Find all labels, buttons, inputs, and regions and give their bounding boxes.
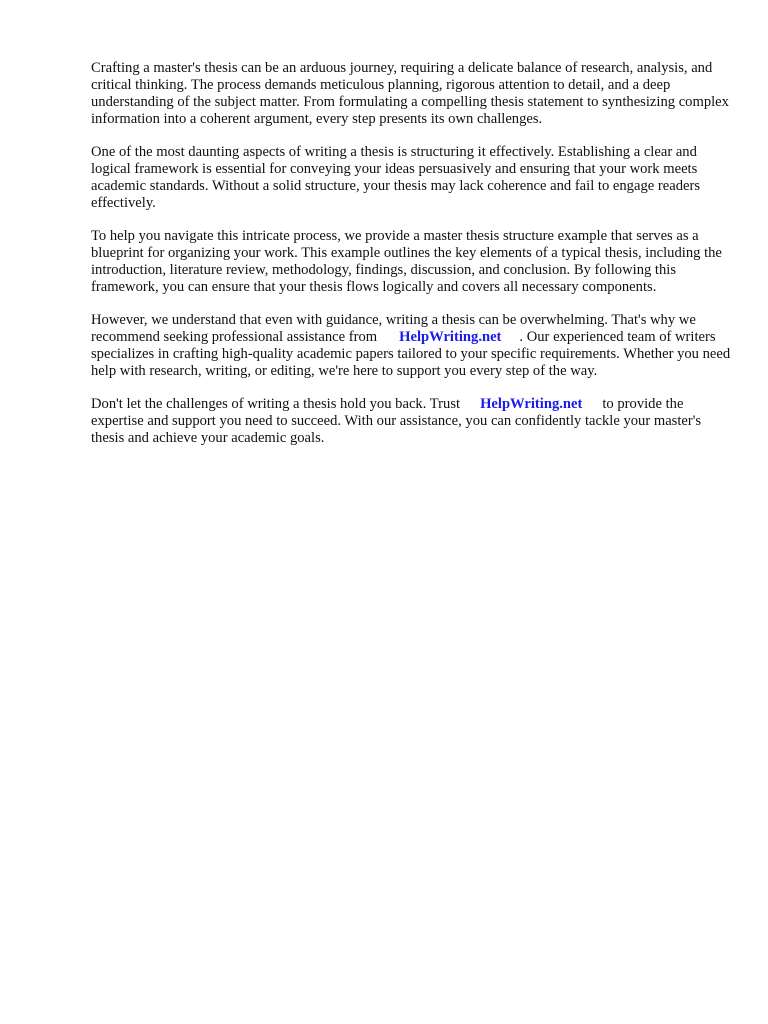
paragraph-closing-text-after: to provide the expertise and support you need to succeed. With our assistance, you can confidently tackle your master's thesis and achieve your academic goals. bbox=[91, 396, 702, 446]
helpwriting-link[interactable]: HelpWriting.net bbox=[399, 329, 502, 345]
paragraph-closing-text-before: Don't let the challenges of writing a thesis hold you back. Trust bbox=[91, 396, 461, 412]
paragraph-assistance-text-before: However, we understand that even with guidance, writing a thesis can be overwhelming. That's why we recommend seeking professional assistance from bbox=[91, 312, 696, 345]
paragraph-assistance bbox=[91, 312, 731, 380]
paragraph-assistance-text-after: . Our experienced team of writers specializes in crafting high-quality academic papers tailored to your specific requirements. Whether you need help with research, writing, or editing, we're here to support you every step of the way. bbox=[91, 329, 731, 379]
paragraph-intro: Crafting a master's thesis can be an arduous journey, requiring a delicate balance of research, analysis, and critical thinking. The process demands meticulous planning, rigorous attention to detail, and a deep understanding of the subject matter. From formulating a compelling thesis statement to synthesizing complex information into a coherent argument, every step presents its own challenges. bbox=[91, 60, 729, 127]
paragraph-closing bbox=[91, 396, 731, 447]
helpwriting-link[interactable]: HelpWriting.net bbox=[480, 396, 583, 412]
paragraph-structure: One of the most daunting aspects of writing a thesis is structuring it effectively. Establishing a clear and logical framework is essential for conveying your ideas persuasively and ensuring that your work meets academic standards. Without a solid structure, your thesis may lack coherence and fail to engage readers effectively. bbox=[91, 144, 701, 211]
document-body bbox=[91, 60, 731, 463]
paragraph-example: To help you navigate this intricate process, we provide a master thesis structure example that serves as a blueprint for organizing your work. This example outlines the key elements of a typical thesis, including the introduction, literature review, methodology, findings, discussion, and conclusion. By following this framework, you can ensure that your thesis flows logically and covers all necessary components. bbox=[91, 228, 722, 295]
